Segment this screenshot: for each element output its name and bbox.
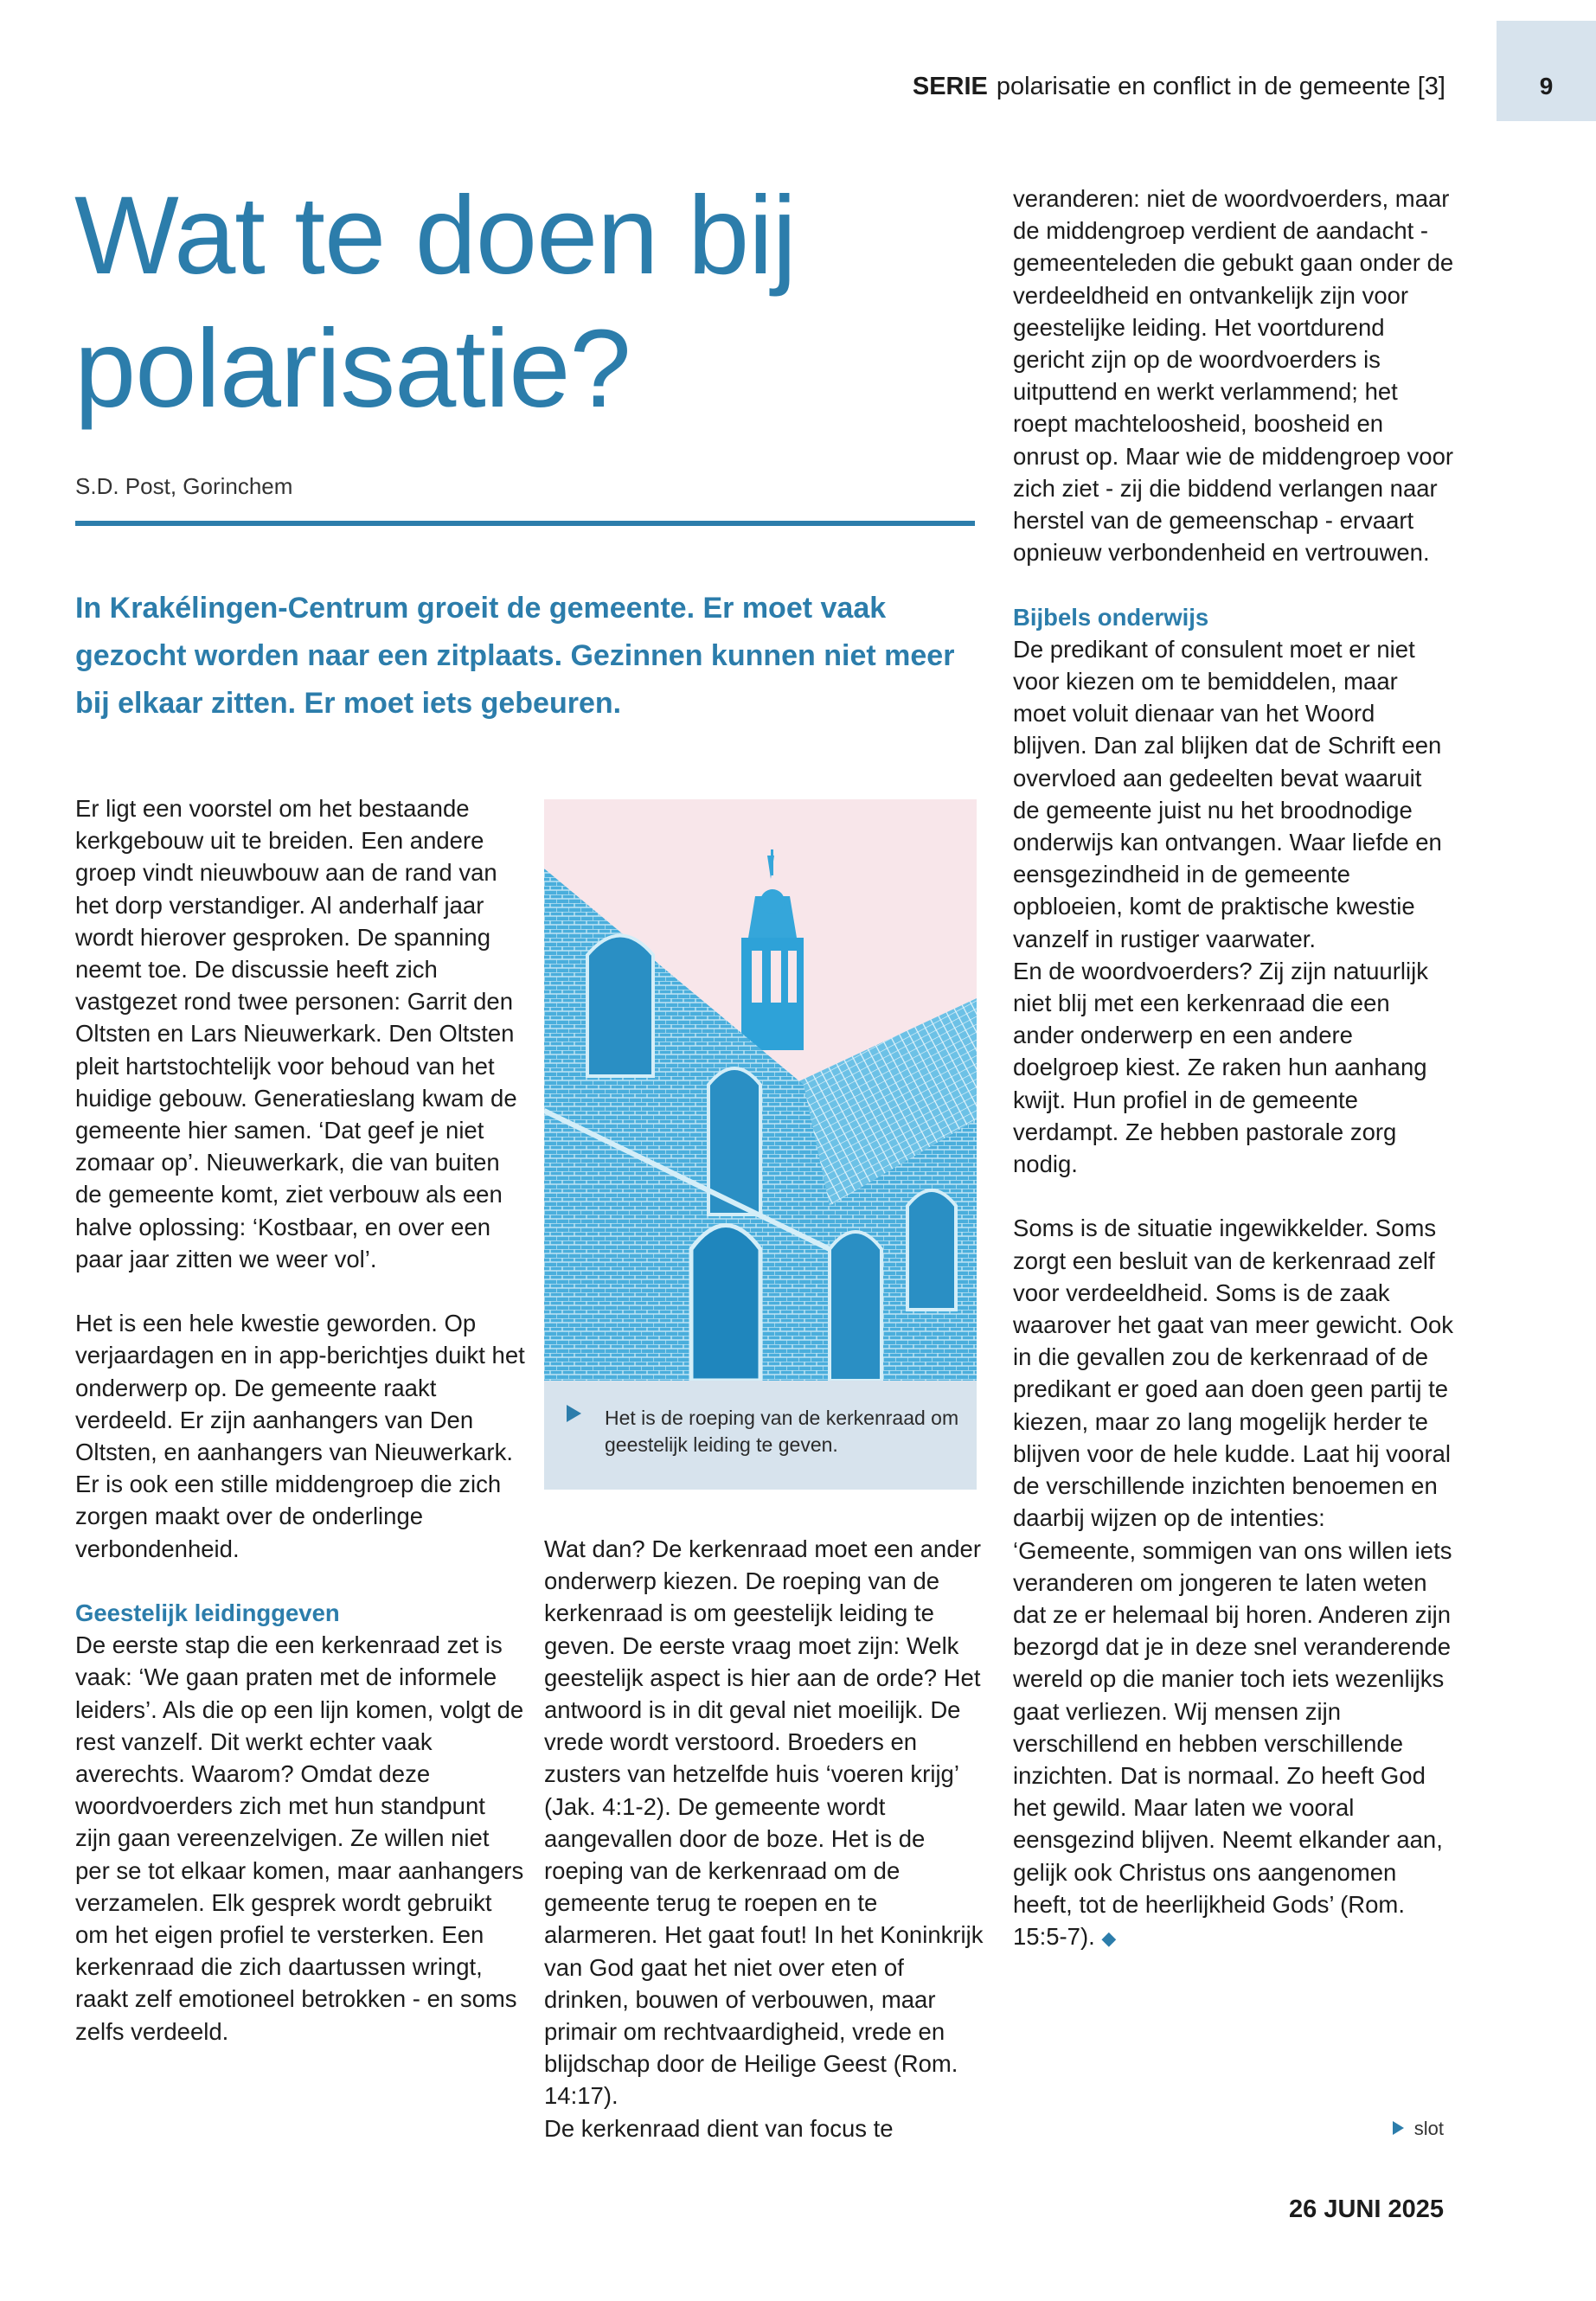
lead-paragraph: In Krakélingen-Centrum groeit de gemeente. Er moet vaak gezocht worden naar een zitplaats. Gezinnen kunnen niet meer bij elkaar zitten. Er moet iets gebeuren. (75, 592, 955, 720)
caption-text: Het is de roeping van de kerkenraad om geestelijk leiding te geven. (605, 1407, 959, 1456)
col3-paragraph-1: veranderen: niet de woordvoerders, maar de middengroep verdient de aandacht - gemeenteleden die gebukt gaan onder de verdeeldheid en ontvankelijk zijn voor geestelijke leiding. Het voortdurend gericht zijn op de woordvoerders is uitputtend en werkt verlammend; het roept machteloosheid, boosheid en onrust op. Maar wie de middengroep voor zich ziet - zij die biddend verlangen naar herstel van de gemeenschap - ervaart opnieuw verbondenheid en vertrouwen. (1013, 185, 1454, 567)
col2-paragraph-2: De kerkenraad dient van focus te (544, 2114, 894, 2142)
church-photo (544, 799, 977, 1381)
series-header (913, 73, 1445, 101)
column-3 (1013, 183, 1454, 1954)
author-byline: S.D. Post, Gorinchem (75, 473, 293, 499)
title-line-1: Wat te doen bij (74, 174, 797, 298)
paragraph-gap (75, 1565, 525, 1597)
series-label: SERIE (912, 73, 988, 100)
article-title (74, 170, 974, 436)
page-number: 9 (1539, 73, 1554, 99)
figure-caption (544, 1381, 977, 1490)
caption-arrow-icon (567, 1405, 581, 1422)
col1-paragraph-1: Er ligt een voorstel om het bestaande kerkgebouw uit te breiden. Een andere groep vindt nieuwbouw aan de rand van het dorp verstandiger. Al anderhalf jaar wordt hierover gesproken. De spanning neemt toe. De discussie heeft zich vastgezet rond twee personen: Garrit den Oltsten en Lars Nieuwerkark. Den Oltsten pleit hartstochtelijk voor behoud van het huidige gebouw. Generatieslang kwam de gemeente hier samen. ‘Dat geef je niet zomaar op’. Nieuwerkark, die van buiten de gemeente komt, ziet verbouw als een halve oplossing: ‘Kostbaar, en over een paar jaar zitten we weer vol’. (75, 795, 517, 1272)
title-divider (75, 521, 975, 526)
section-heading-leidinggeven: Geestelijk leidinggeven (75, 1599, 340, 1627)
col3-paragraph-2: De predikant of consulent moet er niet voor kiezen om te bemiddelen, maar moet voluit dienaar van het Woord blijven. Dan zal blijken dat de Schrift een overvloed aan gedeelten bevat waaruit de gemeente juist nu het broodnodige onderwijs kan ontvangen. Waar liefde en eensgezindheid in de gemeente opbloeien, komt de praktische kwestie vanzelf in rustiger vaarwater. (1013, 635, 1442, 952)
church-figure (544, 799, 977, 1490)
col1-paragraph-2: Het is een hele kwestie geworden. Op verjaardagen en in app-berichtjes duikt het onderwerp op. De gemeente raakt verdeeld. Er zijn aanhangers van Den Oltsten, en aanhangers van Nieuwerkark. Er is ook een stille middengroep die zich zorgen maakt over de onderlinge verbondenheid. (75, 1310, 525, 1562)
column-2 (544, 1533, 985, 2144)
section-heading-bijbels-onderwijs: Bijbels onderwijs (1013, 603, 1209, 631)
col3-paragraph-4 (1013, 1212, 1454, 1954)
series-subtitle: polarisatie en conflict in de gemeente [3] (996, 73, 1445, 100)
column-1 (75, 792, 525, 2048)
col2-paragraph-1: Wat dan? De kerkenraad moet een ander onderwerp kiezen. De roeping van de kerkenraad is om geestelijk leiding te geven. De eerste vraag moet zijn: Welk geestelijk aspect is hier aan de orde? Het antwoord is in dit geval niet moeilijk. De vrede wordt verstoord. Broeders en zusters van hetzelfde huis ‘voeren krijg’ (Jak. 4:1-2). De gemeente wordt aangevallen door de boze. Het is de roeping van de kerkenraad om de gemeente terug te roepen en te alarmeren. Het gaat fout! In het Koninkrijk van God gaat het niet over eten of drinken, bouwen of verbouwen, maar primair om rechtvaardigheid, vrede en blijdschap door de Heilige Geest (Rom. 14:17). (544, 1535, 984, 2110)
title-line-2: polarisatie? (74, 307, 631, 431)
page-number-tab (1497, 21, 1596, 121)
slot-marker (1393, 2118, 1444, 2140)
issue-date: 26 JUNI 2025 (1289, 2195, 1444, 2223)
end-mark-icon: ◆ (1101, 1926, 1117, 1949)
paragraph-gap (1013, 568, 1454, 600)
col3-paragraph-3: En de woordvoerders? Zij zijn natuurlijk niet blij met een kerkenraad die een ander onderwerp en een andere doelgroep kiest. Ze raken hun aanhang kwijt. Hun profiel in de gemeente verdampt. Ze hebben pastorale zorg nodig. (1013, 957, 1428, 1178)
paragraph-gap (75, 1275, 525, 1307)
col3-paragraph-4-text: Soms is de situatie ingewikkelder. Soms zorgt een besluit van de kerkenraad zelf voor verdeeldheid. Soms is de zaak waarover het gaat van meer gewicht. Ook in die gevallen zou de kerkenraad of de predikant er goed aan doen geen partij te kiezen, maar zo lang mogelijk herder te blijven voor de hele kudde. Laat hij vooral de verschillende inzichten benoemen en daarbij wijzen op de intenties: ‘Gemeente, sommigen van ons willen iets veranderen om jongeren te laten weten dat ze er helemaal bij horen. Anderen zijn bezorgd dat je in deze snel veranderende wereld op die manier toch iets wezenlijks gaat verliezen. Wij mensen zijn verschillend en hebben verschillende inzichten. Dat is normaal. Zo heeft God het gewild. Maar laten we vooral eensgezind blijven. Neemt elkander aan, gelijk ook Christus ons aangenomen heeft, tot de heerlijkheid Gods’ (Rom. 15:5-7). (1013, 1215, 1454, 1950)
col1-paragraph-3: De eerste stap die een kerkenraad zet is vaak: ‘We gaan praten met de informele leiders’. Als die op een lijn komen, volgt de rest vanzelf. Dit werkt echter vaak averechts. Waarom? Omdat deze woordvoerders zich met hun standpunt zijn gaan vereenzelvigen. Ze willen niet per se tot elkaar komen, maar aanhangers verzamelen. Elk gesprek wordt gebruikt om het eigen profiel te versterken. Een kerkenraad die zich daartussen wringt, raakt zelf emotioneel betrokken - en soms zelfs verdeeld. (75, 1631, 524, 2045)
slot-label: slot (1413, 2118, 1444, 2139)
paragraph-gap (1013, 1180, 1454, 1212)
slot-arrow-icon (1393, 2121, 1404, 2135)
